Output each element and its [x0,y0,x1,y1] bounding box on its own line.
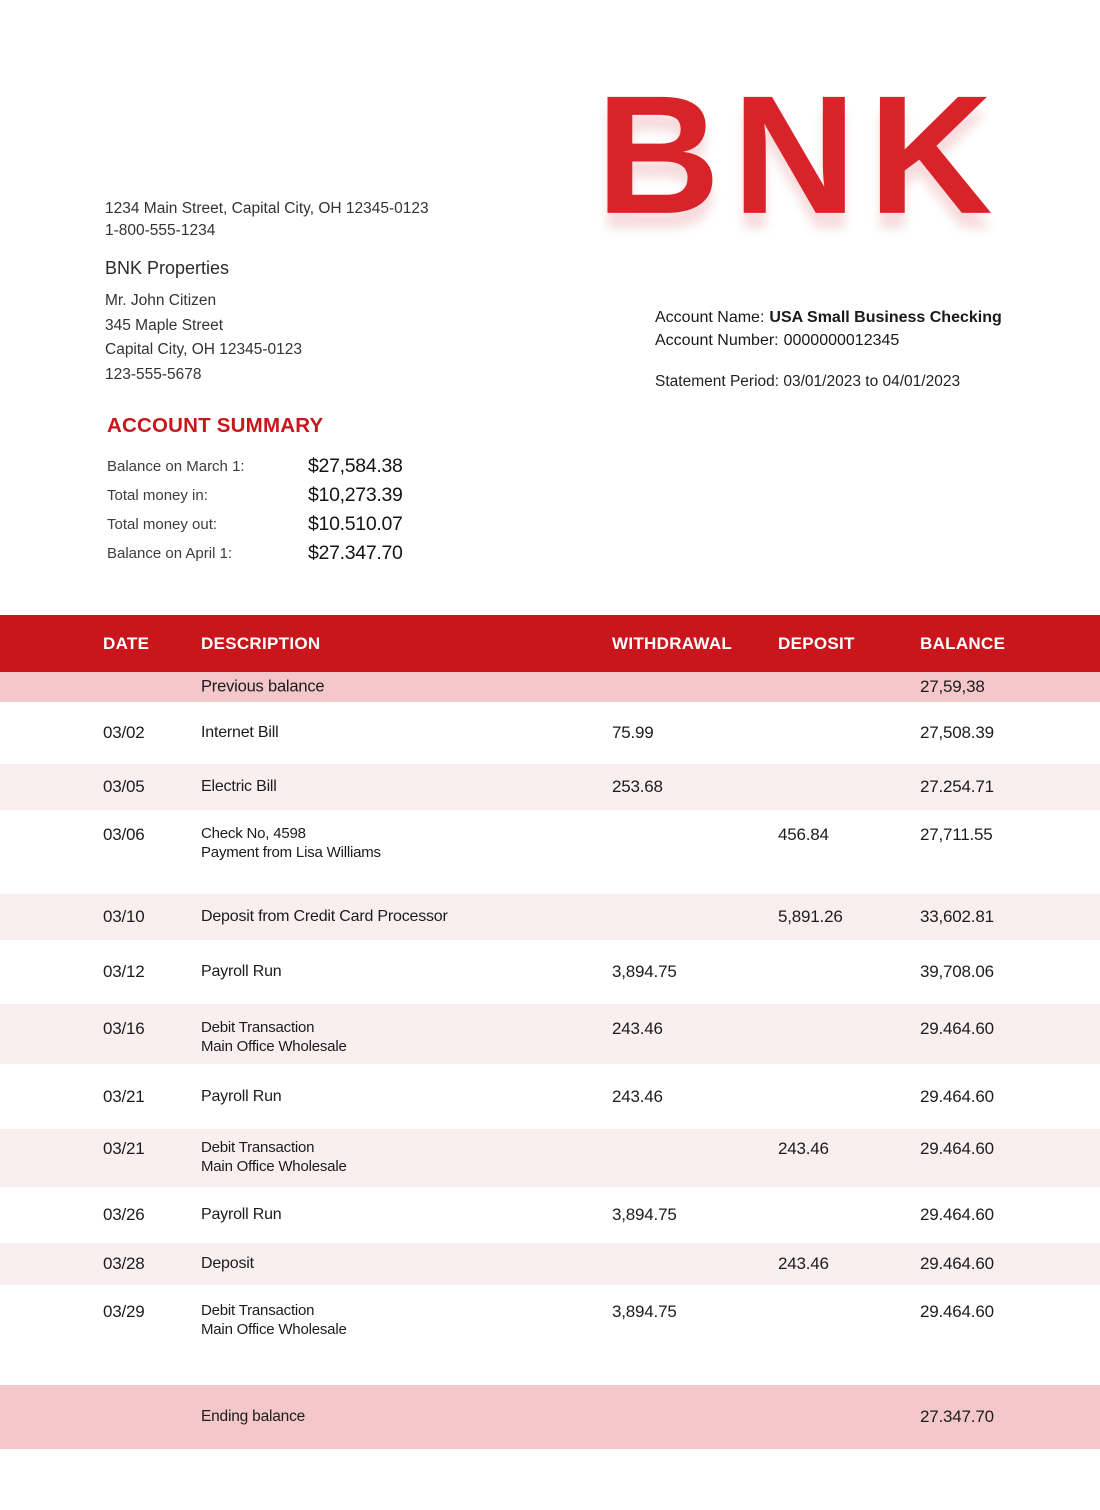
summary-value: $10.510.07 [308,513,403,535]
transaction-balance: 27,711.55 [920,825,993,844]
transaction-date: 03/29 [103,1302,145,1321]
transaction-balance: 29.464.60 [920,1086,994,1106]
account-info-block [655,306,1002,393]
account-number-line [655,329,1002,352]
column-header-deposit: DEPOSIT [778,633,855,653]
summary-label: Balance on April 1: [107,545,233,562]
transaction-row [0,702,1100,764]
summary-value: $10,273.39 [308,484,403,506]
transaction-withdrawal: 253.68 [612,777,663,796]
transaction-balance: 29.464.60 [920,1019,994,1038]
transaction-row [0,940,1100,1004]
account-summary [107,414,527,568]
transaction-row [0,1243,1100,1285]
previous-balance-value: 27,59,38 [920,677,985,696]
customer-company: BNK Properties [105,258,230,278]
transaction-description: Payroll Run [201,1087,282,1105]
transaction-date: 03/21 [103,1139,145,1158]
transaction-row [0,1129,1100,1187]
transactions-table-body [0,702,1100,1385]
transaction-balance: 27.254.71 [920,777,994,796]
transaction-withdrawal: 3,894.75 [612,1302,677,1321]
transaction-date: 03/16 [103,1019,145,1038]
transaction-balance: 33,602.81 [920,907,994,926]
customer-street: 345 Maple Street [105,316,224,334]
customer-city: Capital City, OH 12345-0123 [105,341,303,358]
transaction-balance: 29.464.60 [920,1302,994,1321]
transaction-row [0,1187,1100,1243]
bank-address-block [105,198,429,241]
summary-row [107,539,527,568]
summary-label: Balance on March 1: [107,458,245,475]
column-header-description: DESCRIPTION [201,633,321,653]
transaction-description: Internet Bill [201,724,279,741]
transaction-date: 03/06 [103,825,145,844]
transaction-deposit: 243.46 [778,1254,829,1273]
transaction-description-line2: Main Office Wholesale [201,1037,347,1055]
account-number-value: 0000000012345 [783,332,900,349]
transaction-date: 03/02 [103,723,145,742]
transaction-row [0,1004,1100,1064]
column-header-date: DATE [103,633,150,653]
customer-phone: 123-555-5678 [105,365,202,383]
column-header-balance: BALANCE [920,633,1006,653]
transaction-deposit: 243.46 [778,1139,829,1158]
transaction-row [0,894,1100,940]
transaction-date: 03/21 [103,1086,145,1106]
transaction-withdrawal: 3,894.75 [612,962,677,981]
transaction-withdrawal: 243.46 [612,1019,663,1038]
statement-period: Statement Period: 03/01/2023 to 04/01/2023 [655,373,961,390]
transaction-description: Debit Transaction Main Office Wholesale [201,1302,347,1338]
ending-balance-value: 27.347.70 [920,1407,994,1426]
summary-label: Total money out: [107,516,218,533]
summary-row [107,510,527,539]
ending-balance-label: Ending balance [201,1408,306,1425]
column-header-withdrawal: WITHDRAWAL [612,633,733,653]
transaction-balance: 39,708.06 [920,962,994,981]
bank-logo: BNK [596,60,1005,250]
transaction-deposit: 5,891.26 [778,907,843,926]
customer-name: Mr. John Citizen [105,292,217,309]
summary-label: Total money in: [107,487,208,504]
transaction-description: Debit Transaction Main Office Wholesale [201,1019,347,1055]
transaction-balance: 29.464.60 [920,1254,994,1273]
customer-block [105,258,302,387]
previous-balance-label: Previous balance [201,677,325,696]
transaction-description: Payroll Run [201,1206,282,1223]
transaction-description-line2: Main Office Wholesale [201,1157,347,1175]
transaction-withdrawal: 75.99 [612,723,654,742]
summary-row [107,481,527,510]
transaction-description-line2: Payment from Lisa Williams [201,843,381,861]
transaction-description: Debit Transaction Main Office Wholesale [201,1139,347,1175]
transaction-date: 03/10 [103,907,145,926]
account-name-line [655,306,1002,329]
transaction-description: Deposit from Credit Card Processor [201,908,448,925]
summary-value: $27,584.38 [308,455,403,477]
table-header-row [0,615,1100,672]
transaction-description: Deposit [201,1255,254,1272]
transaction-row [0,764,1100,810]
transaction-balance: 27,508.39 [920,723,994,742]
transaction-row [0,1064,1100,1129]
transaction-date: 03/12 [103,962,145,981]
transaction-withdrawal: 3,894.75 [612,1205,677,1224]
transaction-row [0,810,1100,894]
transaction-description: Payroll Run [201,963,282,980]
transaction-balance: 29.464.60 [920,1139,994,1158]
transaction-withdrawal: 243.46 [612,1086,663,1106]
transaction-deposit: 456.84 [778,825,829,844]
bank-phone: 1-800-555-1234 [105,221,216,239]
transaction-description: Electric Bill [201,778,277,795]
summary-value: $27.347.70 [308,542,403,564]
transaction-date: 03/05 [103,777,145,796]
account-name-value: USA Small Business Checking [769,309,1002,326]
transaction-description-line2: Main Office Wholesale [201,1320,347,1338]
transaction-balance: 29.464.60 [920,1205,994,1224]
ending-balance-row [0,1385,1100,1449]
transaction-description: Check No, 4598 Payment from Lisa Williams [201,825,381,861]
transaction-row [0,1285,1100,1385]
summary-row [107,452,527,481]
account-number-label: Account Number: [655,332,779,349]
account-name-label: Account Name: [655,309,765,326]
transaction-date: 03/26 [103,1205,145,1224]
transaction-date: 03/28 [103,1254,145,1273]
previous-balance-row [0,672,1100,702]
account-summary-title: ACCOUNT SUMMARY [107,414,324,437]
transactions-table [0,615,1100,1449]
bank-address-line: 1234 Main Street, Capital City, OH 12345-0123 [105,200,429,217]
